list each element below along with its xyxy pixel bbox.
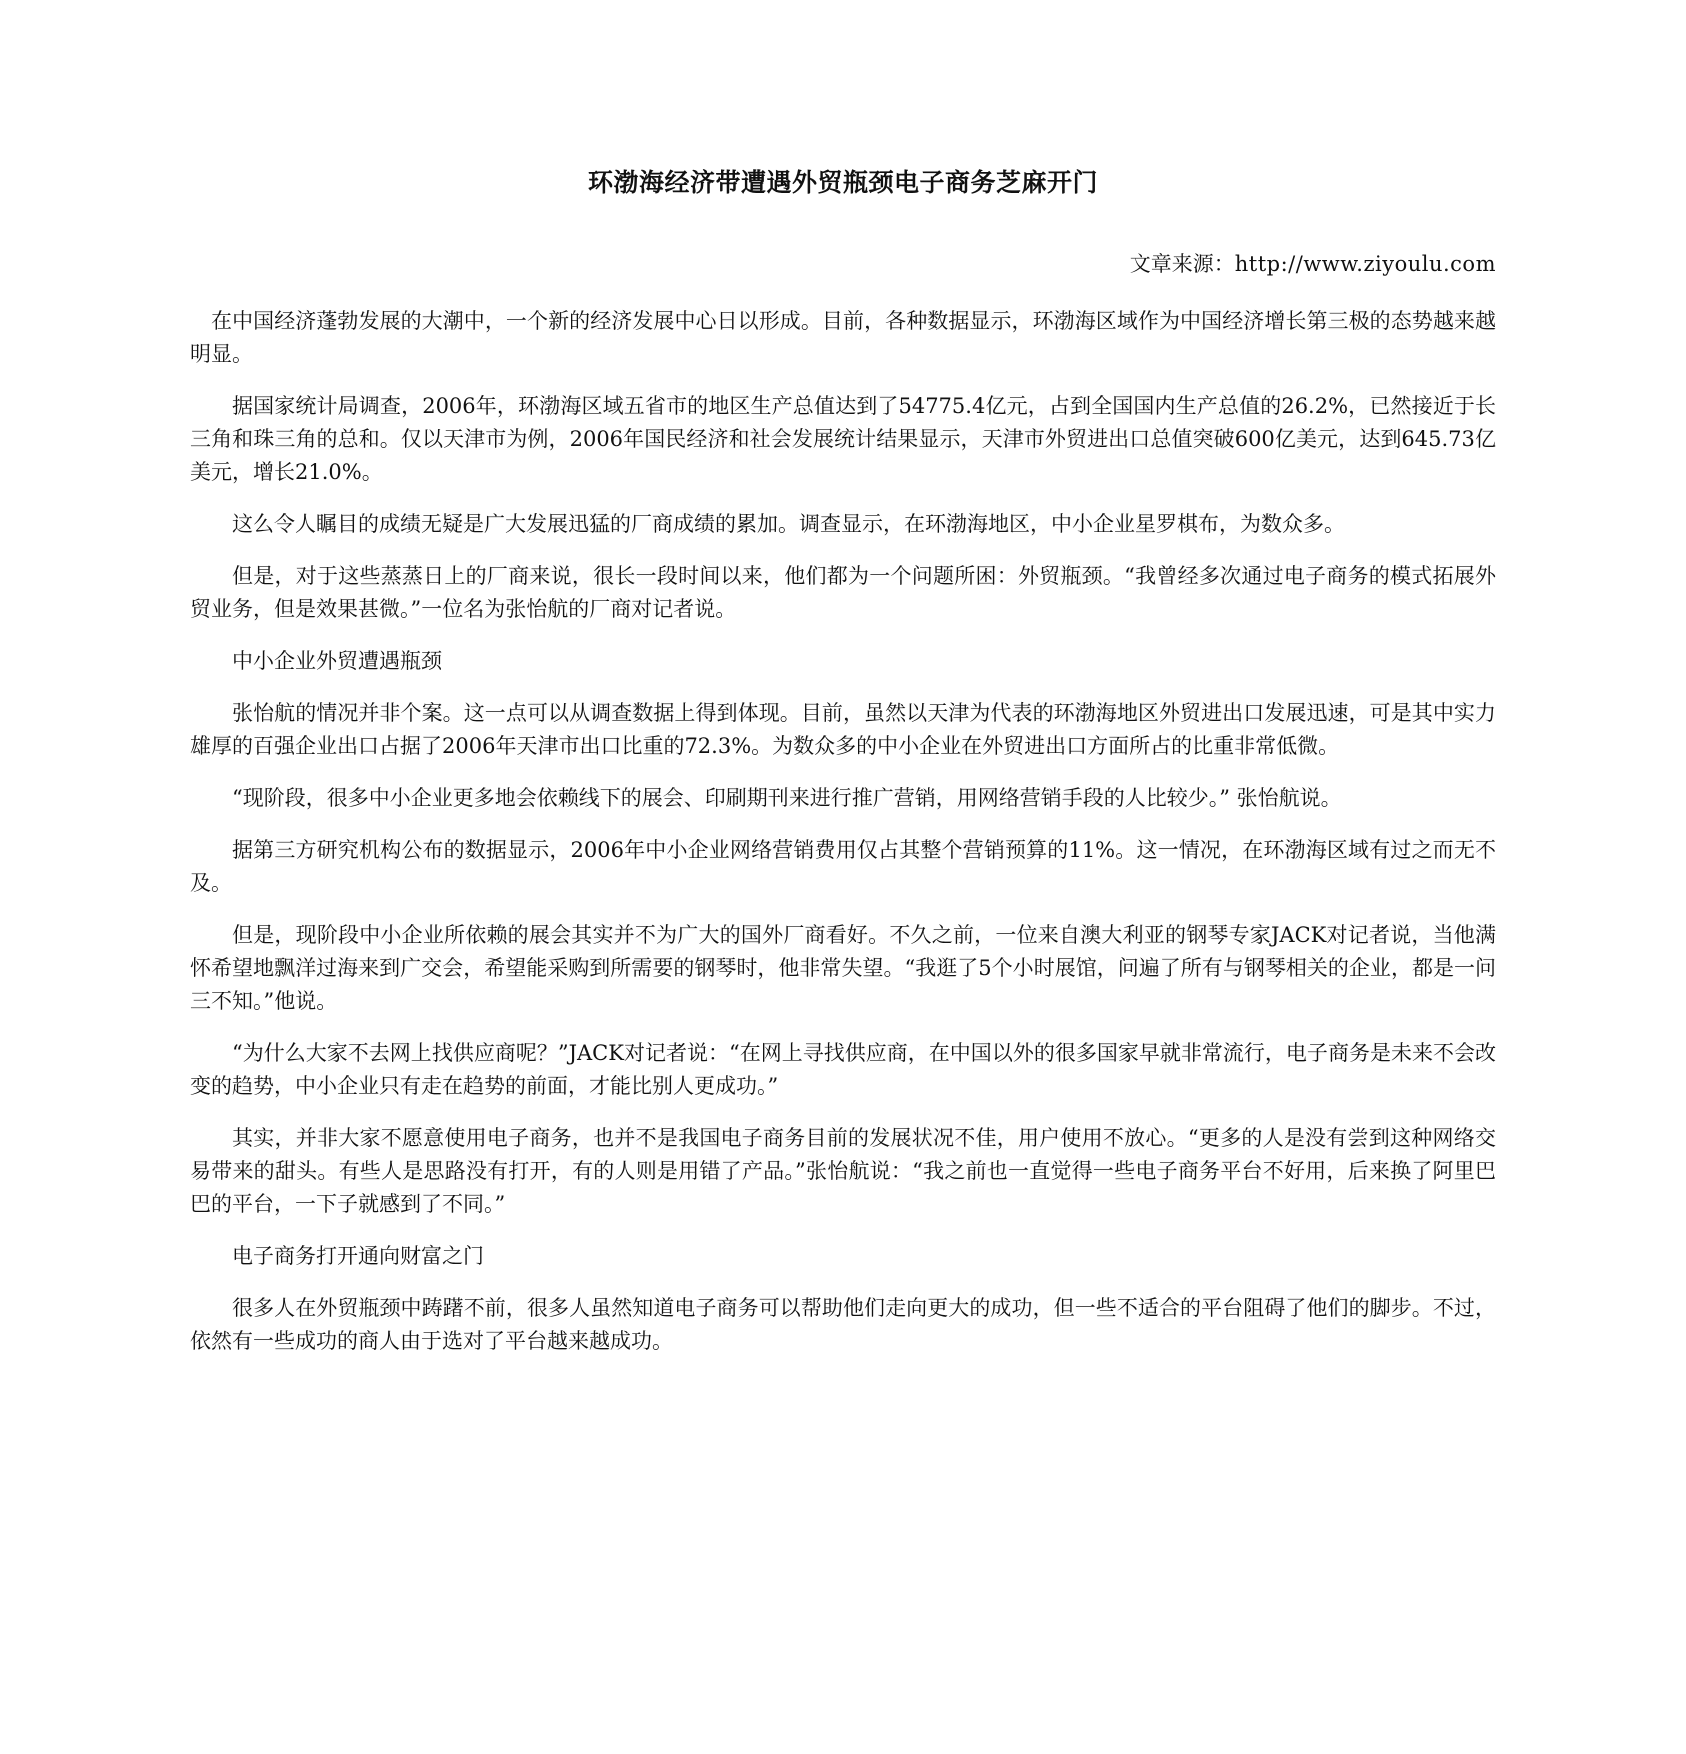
paragraph: 据第三方研究机构公布的数据显示，2006年中小企业网络营销费用仅占其整个营销预算的11%。这一情况，在环渤海区域有过之而无不及。 — [190, 838, 1496, 895]
paragraph: 张怡航的情况并非个案。这一点可以从调查数据上得到体现。目前，虽然以天津为代表的环渤海地区外贸进出口发展迅速，可是其中实力雄厚的百强企业出口占据了2006年天津市出口比重的72.3%。为数众多的中小企业在外贸进出口方面所占的比重非常低微。 — [190, 701, 1496, 758]
paragraph: 其实，并非大家不愿意使用电子商务，也并不是我国电子商务目前的发展状况不佳，用户使用不放心。“更多的人是没有尝到这种网络交易带来的甜头。有些人是思路没有打开，有的人则是用错了产品。”张怡航说：“我之前也一直觉得一些电子商务平台不好用，后来换了阿里巴巴的平台，一下子就感到了不同。” — [190, 1126, 1496, 1216]
paragraph: 但是，对于这些蒸蒸日上的厂商来说，很长一段时间以来，他们都为一个问题所困：外贸瓶颈。“我曾经多次通过电子商务的模式拓展外贸业务，但是效果甚微。”一位名为张怡航的厂商对记者说。 — [190, 564, 1496, 621]
article-source — [1130, 248, 1496, 278]
paragraph: “现阶段，很多中小企业更多地会依赖线下的展会、印刷期刊来进行推广营销，用网络营销手段的人比较少。” 张怡航说。 — [232, 786, 1342, 810]
section-heading: 中小企业外贸遭遇瓶颈 — [232, 649, 442, 673]
paragraph: 这么令人瞩目的成绩无疑是广大发展迅猛的厂商成绩的累加。调查显示，在环渤海地区，中小企业星罗棋布，为数众多。 — [232, 512, 1345, 536]
document-title: 环渤海经济带遭遇外贸瓶颈电子商务芝麻开门 — [587, 168, 1098, 197]
article-body — [190, 305, 1496, 1377]
paragraph: 在中国经济蓬勃发展的大潮中，一个新的经济发展中心日以形成。目前，各种数据显示，环渤海区域作为中国经济增长第三极的态势越来越明显。 — [190, 309, 1496, 366]
paragraph: 据国家统计局调查，2006年，环渤海区域五省市的地区生产总值达到了54775.4亿元，占到全国国内生产总值的26.2%，已然接近于长三角和珠三角的总和。仅以天津市为例，2006年国民经济和社会发展统计结果显示，天津市外贸进出口总值突破600亿美元，达到645.73亿美元，增长21.0%。 — [190, 394, 1496, 484]
source-label: 文章来源： — [1129, 252, 1235, 276]
source-url[interactable]: http://www.ziyoulu.com — [1234, 252, 1496, 276]
paragraph: “为什么大家不去网上找供应商呢？”JACK对记者说：“在网上寻找供应商，在中国以外的很多国家早就非常流行，电子商务是未来不会改变的趋势，中小企业只有走在趋势的前面，才能比别人更成功。” — [190, 1041, 1496, 1098]
section-heading: 电子商务打开通向财富之门 — [232, 1244, 484, 1268]
paragraph: 很多人在外贸瓶颈中踌躇不前，很多人虽然知道电子商务可以帮助他们走向更大的成功，但一些不适合的平台阻碍了他们的脚步。不过，依然有一些成功的商人由于选对了平台越来越成功。 — [190, 1296, 1496, 1353]
paragraph: 但是，现阶段中小企业所依赖的展会其实并不为广大的国外厂商看好。不久之前，一位来自澳大利亚的钢琴专家JACK对记者说，当他满怀希望地飘洋过海来到广交会，希望能采购到所需要的钢琴时，他非常失望。“我逛了5个小时展馆，问遍了所有与钢琴相关的企业，都是一问三不知。”他说。 — [190, 923, 1496, 1013]
